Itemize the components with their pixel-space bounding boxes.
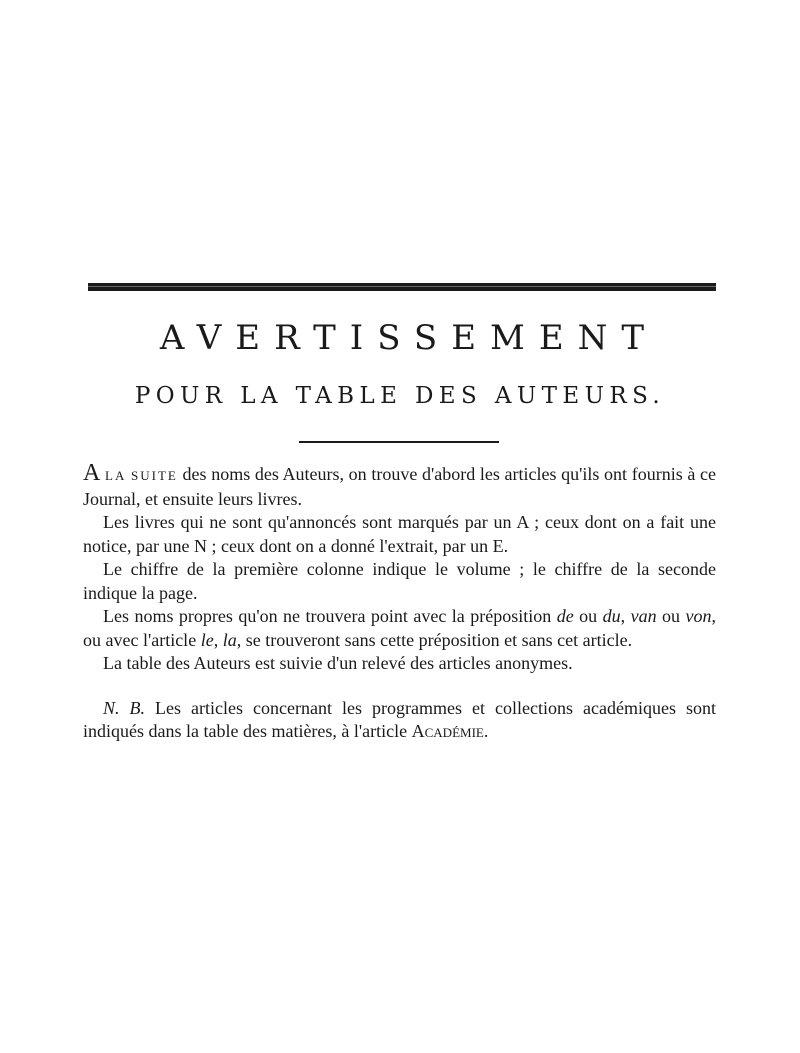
nota-bene-paragraph <box>83 697 716 744</box>
paragraph-4-ou-2: ou <box>656 606 686 626</box>
italic-von: von <box>685 606 712 626</box>
paragraph-1 <box>83 462 716 511</box>
notice-body <box>83 462 716 744</box>
paragraph-2: Les livres qui ne sont qu'annoncés sont marqués par un A ; ceux dont on a fait une notice, par une N ; ceux dont on a donné l'extrait, par un E. <box>83 512 716 556</box>
initial-letter: A <box>83 460 101 486</box>
paragraph-4-sep: , <box>213 629 223 650</box>
top-ornamental-rule <box>88 283 716 291</box>
paragraph-5: La table des Auteurs est suivie d'un relevé des articles anonymes. <box>103 653 573 673</box>
paragraph-4-comma: , <box>620 606 631 626</box>
paragraph-4-text-a: Les noms propres qu'on ne trouvera point avec la préposition <box>103 606 557 626</box>
paragraph-4-text-b: , ou avec l'article <box>83 606 717 650</box>
italic-du: du <box>602 606 621 626</box>
paragraph-4-ou-1: ou <box>573 606 603 626</box>
paragraph-3: Le chiffre de la première colonne indique le volume ; le chiffre de la seconde indique la page. <box>83 559 716 603</box>
italic-de: de <box>556 606 574 626</box>
separator-rule <box>299 441 499 443</box>
paragraph-4-text-c: , se trouveront sans cette préposition et sans cet article. <box>236 629 633 650</box>
italic-van: van <box>630 606 657 626</box>
paragraph-1-text: des noms des Auteurs, on trouve d'abord les articles qu'ils ont fournis à ce Journal, et ensuite leurs livres. <box>83 464 716 509</box>
nota-bene-label: N. B. <box>103 697 146 718</box>
page-title: AVERTISSEMENT <box>159 318 659 358</box>
italic-le: le <box>200 629 214 650</box>
italic-la: la <box>222 629 237 650</box>
nota-bene-end: . <box>483 721 489 741</box>
paragraph-4 <box>83 605 716 652</box>
nota-bene-text: Les articles concernant les programmes et collections académiques sont indiqués dans la table des matières, à l'article <box>83 697 716 741</box>
academie-word: Académie <box>411 721 484 741</box>
page-subtitle: POUR LA TABLE DES AUTEURS. <box>134 383 666 409</box>
small-caps-opening: LA SUITE <box>105 468 178 483</box>
